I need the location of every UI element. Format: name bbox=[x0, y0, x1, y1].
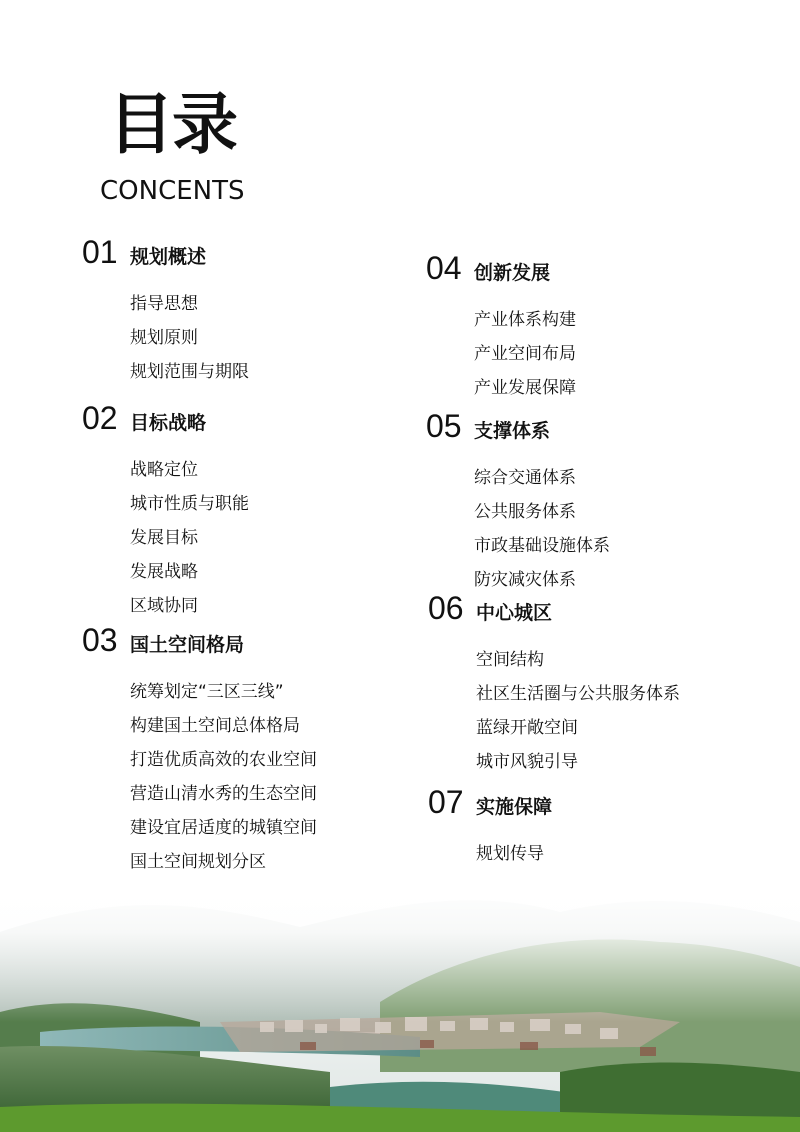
section-title: 创新发展 bbox=[474, 262, 551, 284]
section-title: 中心城区 bbox=[476, 602, 553, 624]
section-number: 06 bbox=[428, 590, 464, 626]
section-number: 05 bbox=[426, 408, 462, 444]
toc-item[interactable]: 规划原则 bbox=[130, 328, 198, 348]
section-number: 03 bbox=[82, 622, 118, 658]
toc-item[interactable]: 城市性质与职能 bbox=[130, 494, 249, 514]
toc-section-03 bbox=[82, 624, 317, 879]
toc-item[interactable]: 综合交通体系 bbox=[474, 468, 576, 488]
toc-item[interactable]: 打造优质高效的农业空间 bbox=[130, 750, 317, 770]
toc-item[interactable]: 指导思想 bbox=[130, 294, 198, 314]
section-number: 02 bbox=[82, 400, 118, 436]
toc-item[interactable]: 规划传导 bbox=[476, 844, 544, 864]
toc-section-05 bbox=[426, 410, 610, 597]
toc-item[interactable]: 区域协同 bbox=[130, 596, 198, 616]
toc-item[interactable]: 规划范围与期限 bbox=[130, 362, 249, 382]
toc-item[interactable]: 发展目标 bbox=[130, 528, 198, 548]
toc-item[interactable]: 建设宜居适度的城镇空间 bbox=[130, 818, 317, 838]
toc-section-06 bbox=[428, 592, 680, 779]
toc-item[interactable]: 防灾减灾体系 bbox=[474, 570, 576, 590]
page-subtitle: CONCENTS bbox=[100, 176, 245, 206]
section-number: 01 bbox=[82, 234, 118, 270]
section-title: 国土空间格局 bbox=[130, 634, 245, 656]
section-title: 支撑体系 bbox=[474, 420, 551, 442]
landscape-photo bbox=[0, 872, 800, 1132]
toc-section-01 bbox=[82, 236, 249, 389]
toc-item[interactable]: 蓝绿开敞空间 bbox=[476, 718, 578, 738]
toc-item[interactable]: 产业空间布局 bbox=[474, 344, 576, 364]
toc-section-04 bbox=[426, 252, 576, 405]
toc-item[interactable]: 发展战略 bbox=[130, 562, 198, 582]
toc-item[interactable]: 统筹划定“三区三线” bbox=[130, 682, 284, 702]
toc-item[interactable]: 国土空间规划分区 bbox=[130, 852, 266, 872]
toc-item[interactable]: 公共服务体系 bbox=[474, 502, 576, 522]
toc-section-02 bbox=[82, 402, 249, 623]
section-title: 规划概述 bbox=[130, 246, 207, 268]
landscape-fade bbox=[0, 872, 800, 1022]
section-number: 04 bbox=[426, 250, 462, 286]
toc-item[interactable]: 城市风貌引导 bbox=[476, 752, 578, 772]
toc-item[interactable]: 构建国土空间总体格局 bbox=[130, 716, 300, 736]
page-title: 目录 bbox=[108, 86, 236, 163]
toc-item[interactable]: 空间结构 bbox=[476, 650, 544, 670]
toc-item[interactable]: 战略定位 bbox=[130, 460, 198, 480]
toc-item[interactable]: 产业体系构建 bbox=[474, 310, 576, 330]
toc-item[interactable]: 社区生活圈与公共服务体系 bbox=[476, 684, 680, 704]
section-number: 07 bbox=[428, 784, 464, 820]
section-title: 目标战略 bbox=[130, 412, 207, 434]
toc-item[interactable]: 产业发展保障 bbox=[474, 378, 576, 398]
section-title: 实施保障 bbox=[476, 796, 553, 818]
toc-item[interactable]: 营造山清水秀的生态空间 bbox=[130, 784, 317, 804]
toc-item[interactable]: 市政基础设施体系 bbox=[474, 536, 610, 556]
